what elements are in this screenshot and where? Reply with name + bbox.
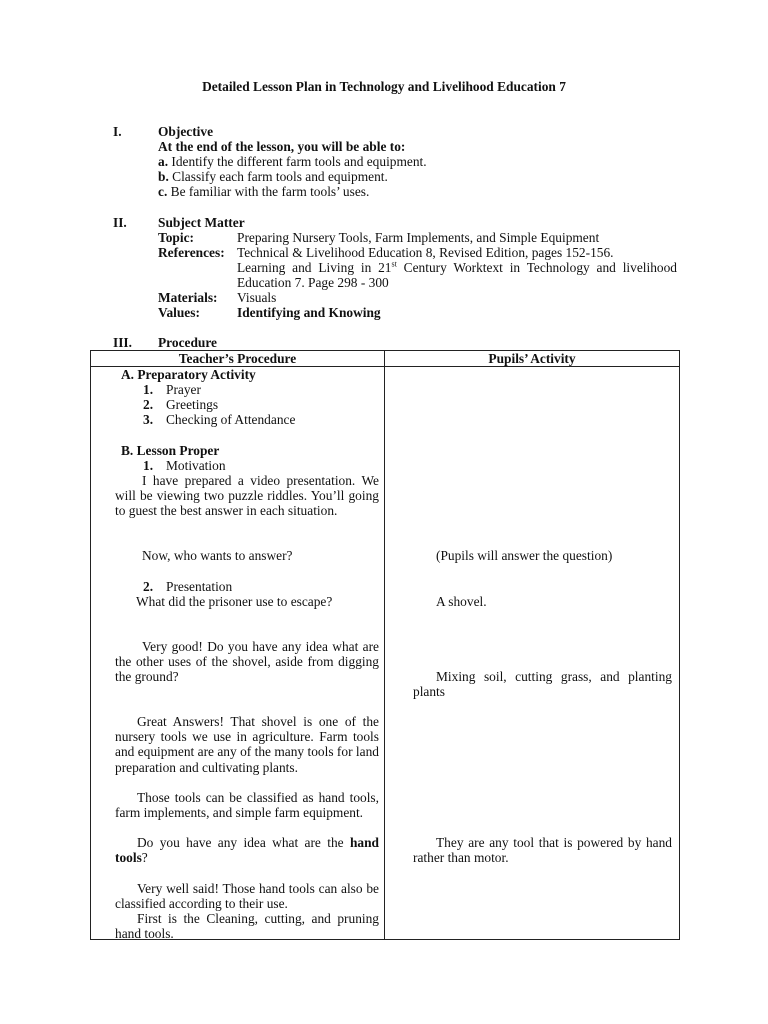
- subject-heading: Subject Matter: [158, 215, 245, 230]
- pupil-answer-2: A shovel.: [436, 594, 487, 609]
- hand-tools-question: Do you have any idea what are the hand tools?: [115, 835, 379, 866]
- teacher-column-header: Teacher’s Procedure: [178, 351, 297, 366]
- topic-value: Preparing Nursery Tools, Farm Implements, and Simple Equipment: [237, 230, 600, 245]
- reference-1: Technical & Livelihood Education 8, Revised Edition, pages 152-156.: [237, 245, 614, 260]
- materials-value: Visuals: [237, 290, 277, 305]
- prep-item-greetings: Greetings: [166, 397, 219, 412]
- great-answers-text: Great Answers! That shovel is one of the nursery tools we use in agriculture. Farm tools and equipment are any of the many tools for land preparation and cultivating plants.: [115, 714, 379, 775]
- prisoner-question: What did the prisoner use to escape?: [136, 594, 333, 609]
- objective-item-b: b. Classify each farm tools and equipment.: [158, 169, 388, 184]
- very-well-text: Very well said! Those hand tools can also be classified according to their use.: [115, 881, 379, 912]
- objective-intro: At the end of the lesson, you will be able to:: [158, 139, 406, 154]
- prep-item-prayer: Prayer: [166, 382, 201, 397]
- objective-item-a: a. Identify the different farm tools and equipment.: [158, 154, 427, 169]
- procedure-numeral: III.: [113, 335, 132, 350]
- reference-2: Learning and Living in 21st Century Worktext in Technology and livelihood Education 7. Page 298 - 300: [237, 259, 677, 290]
- objective-numeral: I.: [113, 124, 122, 139]
- references-label: References:: [158, 245, 225, 260]
- prep-num-3: 3.: [143, 412, 154, 427]
- prep-item-attendance: Checking of Attendance: [166, 412, 296, 427]
- who-answers: Now, who wants to answer?: [142, 548, 293, 563]
- topic-label: Topic:: [158, 230, 194, 245]
- classified-text: Those tools can be classified as hand tools, farm implements, and simple farm equipment.: [115, 790, 379, 821]
- prep-num-1: 1.: [143, 382, 154, 397]
- motivation-label: Motivation: [166, 458, 226, 473]
- motivation-text: I have prepared a video presentation. We will be viewing two puzzle riddles. You’ll going to guest the best answer in each situation.: [115, 473, 379, 519]
- pupils-column-header: Pupils’ Activity: [488, 351, 576, 366]
- subject-numeral: II.: [113, 215, 127, 230]
- document-title: Detailed Lesson Plan in Technology and Livelihood Education 7: [202, 79, 566, 94]
- values-label: Values:: [158, 305, 200, 320]
- very-good-text: Very good! Do you have any idea what are the other uses of the shovel, aside from digging the ground?: [115, 639, 379, 685]
- first-is-text: First is the Cleaning, cutting, and pruning hand tools.: [115, 911, 379, 942]
- preparatory-heading: A. Preparatory Activity: [121, 367, 256, 382]
- presentation-num: 2.: [143, 579, 154, 594]
- objective-heading: Objective: [158, 124, 214, 139]
- prep-num-2: 2.: [143, 397, 154, 412]
- procedure-table: [90, 350, 680, 940]
- motivation-num: 1.: [143, 458, 154, 473]
- procedure-heading: Procedure: [158, 335, 218, 350]
- presentation-label: Presentation: [166, 579, 233, 594]
- pupil-answer-3: Mixing soil, cutting grass, and planting plants: [413, 669, 672, 700]
- lesson-proper-heading: B. Lesson Proper: [121, 443, 220, 458]
- pupil-answer-1: (Pupils will answer the question): [436, 548, 613, 563]
- values-value: Identifying and Knowing: [237, 305, 381, 320]
- objective-item-c: c. Be familiar with the farm tools’ uses.: [158, 184, 370, 199]
- column-divider: [384, 351, 385, 939]
- materials-label: Materials:: [158, 290, 218, 305]
- pupil-answer-4: They are any tool that is powered by hand rather than motor.: [413, 835, 672, 866]
